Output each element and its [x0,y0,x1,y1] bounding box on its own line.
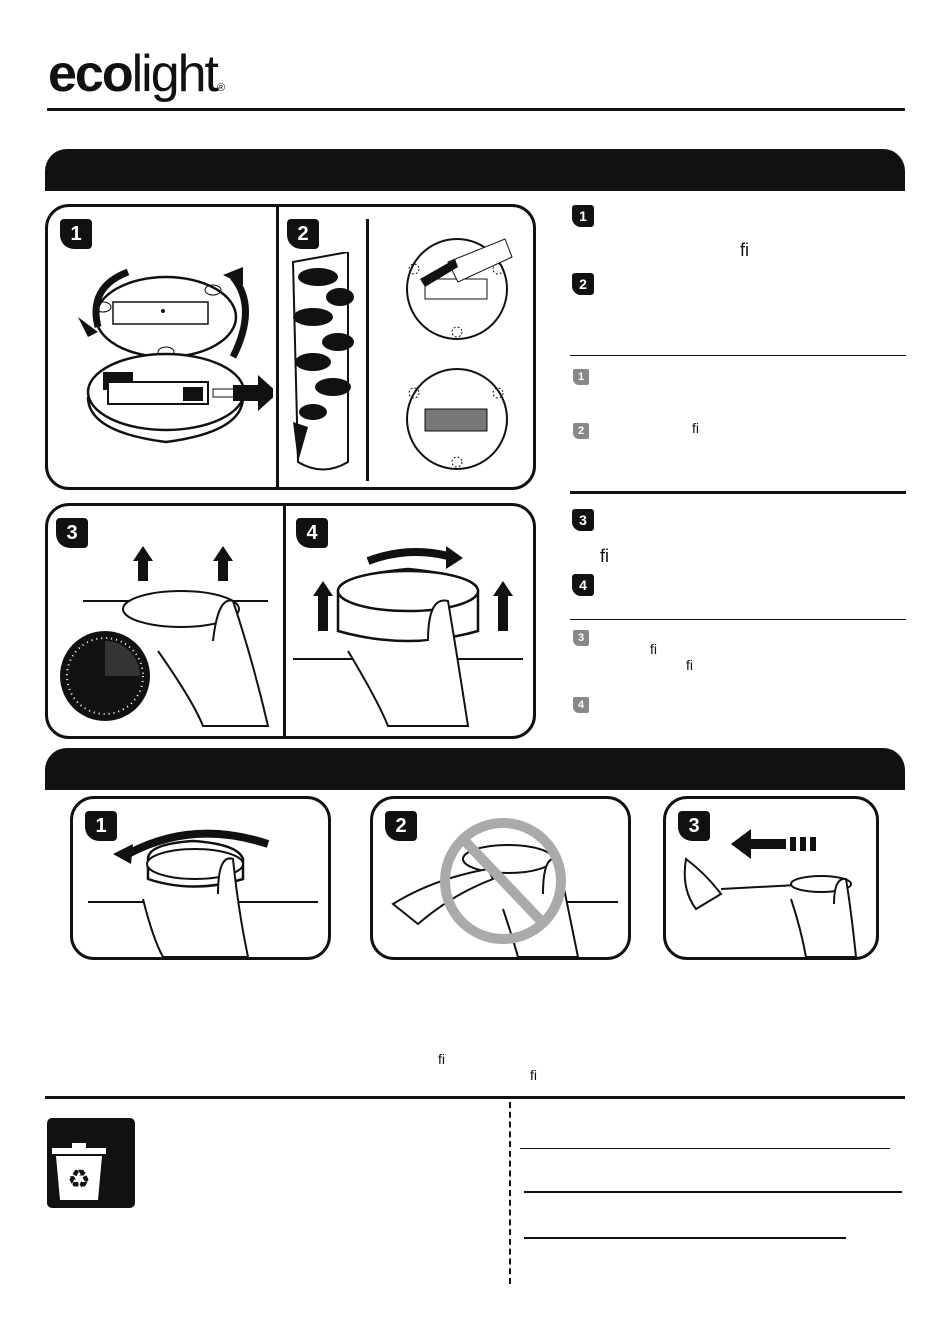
alt-badge-1: 1 [573,369,589,385]
alt-lig-3a: ﬁ [650,641,657,657]
remove-badge-1: 1 [85,811,117,841]
twist-off-illustration [73,799,328,957]
instr-badge-2: 2 [572,273,594,295]
recycle-bin-icon [47,1118,135,1208]
instr-rule-2 [570,491,906,494]
remove-badge-2: 2 [385,811,417,841]
instr-rule-1 [570,355,906,356]
write-line-1[interactable] [520,1148,890,1149]
pull-tab-illustration [666,799,876,957]
panel-inner-divider [366,219,369,481]
alt-badge-3: 3 [573,630,589,646]
install-banner [45,149,905,191]
panel-divider-b [283,506,286,736]
logo-eco: eco [48,45,132,103]
alt-lig-3b: ﬁ [686,657,693,673]
instr-lig-1: ﬁ [740,240,749,260]
install-panel-bottom [45,503,536,739]
header-rule [47,108,905,111]
remove-banner [45,748,905,790]
command-strip-icon [288,252,368,477]
step-badge-1: 1 [60,219,92,249]
footer-lig-1: ﬁ [438,1051,445,1067]
rotate-lock-illustration [288,541,528,731]
alt-badge-4: 4 [573,697,589,713]
instr-badge-1: 1 [572,205,594,227]
logo-light: light [131,45,218,103]
panel-divider [276,207,279,487]
remove-panel-3 [663,796,879,960]
footer-dashed-divider [509,1102,511,1284]
instr-badge-4: 4 [572,574,594,596]
remove-badge-3: 3 [678,811,710,841]
strip-apply-illustration [400,237,515,472]
svg-text:♻: ♻ [67,1165,91,1195]
footer-rule [45,1096,905,1099]
brand-logo [48,45,226,114]
step-badge-3: 3 [56,518,88,548]
write-line-2[interactable] [524,1191,902,1193]
install-panel-top [45,204,536,490]
remove-panel-2 [370,796,631,960]
instr-rule-3 [570,619,906,620]
step-badge-4: 4 [296,518,328,548]
instr-badge-3: 3 [572,509,594,531]
write-line-3[interactable] [524,1237,846,1239]
alt-badge-2: 2 [573,423,589,439]
footer-lig-2: ﬁ [530,1067,537,1083]
battery-insert-illustration [58,257,273,477]
instr-lig-3: ﬁ [600,546,609,566]
remove-panel-1 [70,796,331,960]
press-hold-illustration [53,541,278,731]
logo-registered: ® [217,82,226,94]
step-badge-2: 2 [287,219,319,249]
no-symbol-icon [373,799,628,957]
alt-lig-1: ﬁ [692,420,699,436]
